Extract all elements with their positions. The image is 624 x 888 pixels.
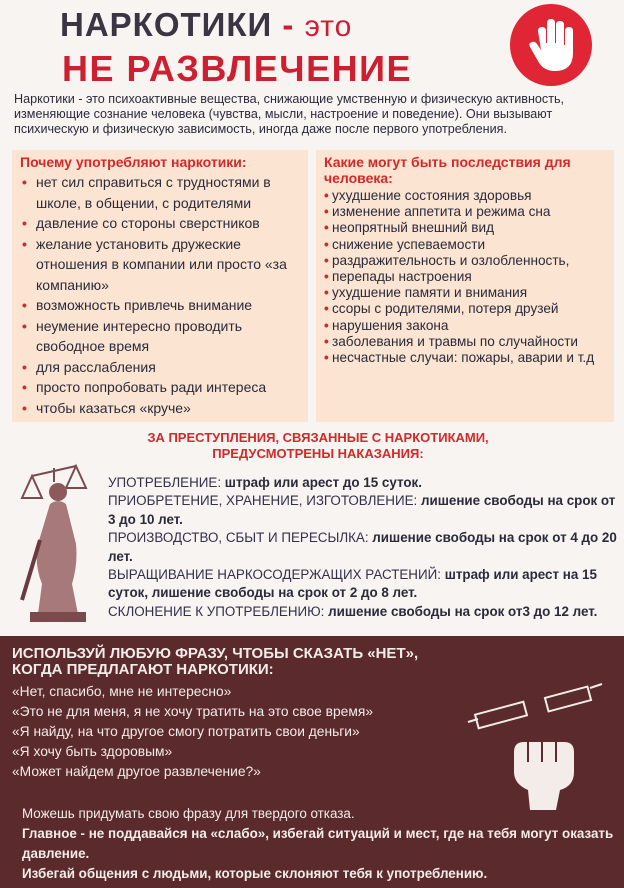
advice-line: Избегай общения с людьми, которые склоняют тебя к употреблению. bbox=[22, 866, 488, 881]
phrase-item: «Может найдем другое развлечение?» bbox=[12, 764, 261, 779]
reasons-list bbox=[20, 172, 300, 418]
penalty-text: лишение свободы на срок от3 до 12 лет. bbox=[328, 603, 598, 619]
refusal-title: ИСПОЛЬЗУЙ ЛЮБУЮ ФРАЗУ, ЧТОБЫ СКАЗАТЬ «НЕТ», КОГДА ПРЕДЛАГАЮТ НАРКОТИКИ: bbox=[12, 645, 419, 678]
list-item: • чтобы казаться «круче» bbox=[20, 398, 300, 419]
advice-line: Можешь придумать свою фразу для твердого отказа. bbox=[22, 806, 355, 821]
refusal-panel bbox=[0, 636, 624, 888]
header bbox=[0, 0, 624, 92]
stop-hand-icon bbox=[510, 4, 592, 86]
consequences-box bbox=[316, 150, 614, 422]
list-item: • для расслабления bbox=[20, 357, 300, 378]
penalty-row bbox=[108, 474, 618, 492]
penalty-text: лишение свободы на срок от 3 до 10 лет. bbox=[108, 493, 616, 527]
title-dash: - bbox=[282, 6, 295, 43]
penalty-row bbox=[108, 603, 618, 621]
list-item: • просто попробовать ради интереса bbox=[20, 377, 300, 398]
list-item: • неумение интересно проводить свободное время bbox=[20, 316, 300, 357]
lady-justice-icon bbox=[10, 448, 100, 628]
list-item: • ухудшение состояния здоровья bbox=[324, 188, 606, 204]
penalty-row bbox=[108, 566, 618, 603]
phrase-item: «Я хочу быть здоровым» bbox=[12, 744, 173, 759]
refusal-advice bbox=[22, 804, 622, 884]
list-item: • перепады настроения bbox=[324, 269, 606, 285]
list-item: • давление со стороны сверстников bbox=[20, 213, 300, 234]
list-item: • заболевания и травмы по случайности bbox=[324, 334, 606, 350]
list-item: • ссоры с родителями, потеря друзей bbox=[324, 301, 606, 317]
phrase-item: «Нет, спасибо, мне не интересно» bbox=[12, 684, 232, 699]
list-item: • желание установить дружеские отношения в компании или просто «за компанию» bbox=[20, 234, 300, 296]
poster-subtitle: НЕ РАЗВЛЕЧЕНИЕ bbox=[62, 48, 412, 89]
reasons-box bbox=[12, 150, 308, 422]
penalty-row bbox=[108, 529, 618, 566]
consequences-title: Какие могут быть последствия для человека: bbox=[324, 154, 571, 186]
advice-line: Главное - не поддавайся на «слабо», избегай ситуаций и мест, где на тебя могут оказать давление. bbox=[22, 826, 614, 861]
phrase-item: «Я найду, на что другое смогу потратить свои деньги» bbox=[12, 724, 360, 739]
penalty-text: штраф или арест на 15 суток, лишение свободы на срок от 2 до 8 лет. bbox=[108, 567, 597, 601]
penalty-text: штраф или арест до 15 суток. bbox=[224, 475, 422, 490]
penalty-label: УПОТРЕБЛЕНИЕ: bbox=[108, 475, 222, 490]
title-main: НАРКОТИКИ bbox=[60, 6, 273, 43]
list-item: • неопрятный внешний вид bbox=[324, 220, 606, 236]
title-eto: это bbox=[304, 10, 353, 43]
list-item: • снижение успеваемости bbox=[324, 237, 606, 253]
list-item: • изменение аппетита и режима сна bbox=[324, 204, 606, 220]
list-item: • раздражительность и озлобленность, bbox=[324, 253, 606, 269]
list-item: • нарушения закона bbox=[324, 318, 606, 334]
penalty-label: ВЫРАЩИВАНИЕ НАРКОСОДЕРЖАЩИХ РАСТЕНИЙ: bbox=[108, 567, 441, 583]
refusal-phrases bbox=[12, 682, 492, 782]
poster-title bbox=[60, 6, 352, 44]
list-item: • возможность привлечь внимание bbox=[20, 295, 300, 316]
phrase-item: «Это не для меня, я не хочу тратить на это свое время» bbox=[12, 704, 373, 719]
broken-syringe-fist-icon bbox=[466, 682, 606, 812]
penalty-label: ПРИОБРЕТЕНИЕ, ХРАНЕНИЕ, ИЗГОТОВЛЕНИЕ: bbox=[108, 493, 418, 509]
list-item: • ухудшение памяти и внимания bbox=[324, 285, 606, 301]
penalty-row bbox=[108, 492, 618, 529]
list-item: • несчастные случаи: пожары, аварии и т.д bbox=[324, 350, 606, 366]
list-item: • нет сил справиться с трудностями в школе, в общении, с родителями bbox=[20, 172, 300, 213]
consequences-list bbox=[324, 188, 606, 366]
penalty-label: СКЛОНЕНИЕ К УПОТРЕБЛЕНИЮ: bbox=[108, 603, 325, 619]
reasons-title: Почему употребляют наркотики: bbox=[20, 154, 247, 170]
penalties-list bbox=[108, 474, 618, 621]
intro-text: Наркотики - это психоактивные вещества, снижающие умственную и физическую активность, изменяющие сознание человека (чувства, мысли, настроение и поведение). Они вызывают психическую и физическую зависимость, иногда даже после первого употребления. bbox=[14, 92, 565, 136]
penalty-text: лишение свободы на срок от 4 до 20 лет. bbox=[108, 530, 617, 564]
penalty-label: ПРОИЗВОДСТВО, СБЫТ И ПЕРЕСЫЛКА: bbox=[108, 530, 369, 546]
law-title: ЗА ПРЕСТУПЛЕНИЯ, СВЯЗАННЫЕ С НАРКОТИКАМИ, ПРЕДУСМОТРЕНЫ НАКАЗАНИЯ: bbox=[147, 430, 489, 461]
